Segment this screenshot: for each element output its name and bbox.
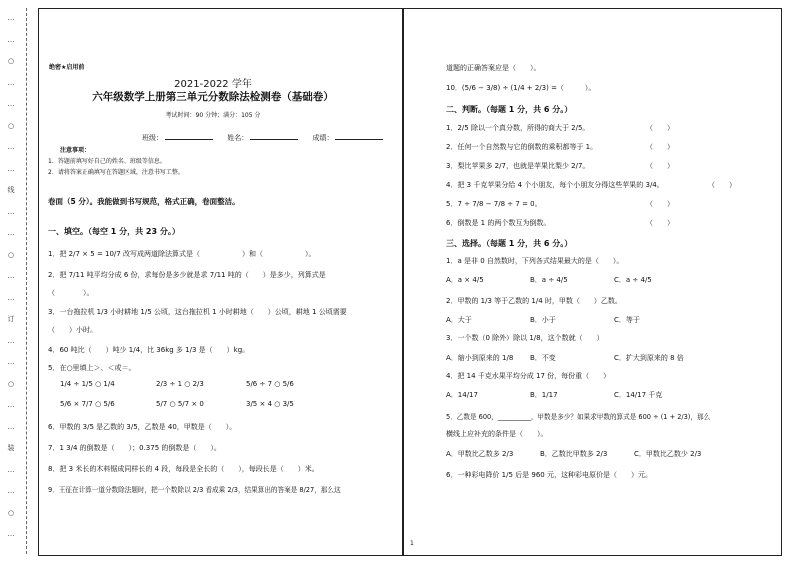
s1-q2a: 2．把 7/11 吨平均分成 6 份，求每份是多少就是求 7/11 吨的（ ）是多少，列算式是 xyxy=(48,271,326,279)
s1-q4: 4．60 吨比（ ）吨少 1/4，比 36kg 多 1/3 是（ ）kg。 xyxy=(48,346,250,354)
exam-info: 考试时间：90 分钟；满分：105 分 xyxy=(165,112,261,119)
section1-title: 一、填空。（每空 1 分，共 23 分。） xyxy=(48,227,180,236)
s1-q1: 1．把 2/7 × 5 = 10/7 改写成两道除法算式是（ ）和（ ）。 xyxy=(48,250,316,258)
s3-q5b: 横线上应补充的条件是（ ）。 xyxy=(446,430,548,438)
neatness-note: 卷面（5 分）。我能做到书写规范，格式正确，卷面整洁。 xyxy=(48,197,240,206)
judge-item: 3．梨比苹果多 2/7，也就是苹果比梨少 2/7。 xyxy=(446,162,590,170)
binding-mark: … xyxy=(7,530,15,538)
judge-item: 5．7 ÷ 7/8 − 7/8 ÷ 7 = 0。 xyxy=(446,200,542,208)
page-number: 1 xyxy=(410,540,414,547)
judge-answer-box[interactable]: （ ） xyxy=(708,181,736,189)
school-year: 2021-2022 学年 xyxy=(174,79,252,90)
judge-answer-box[interactable]: （ ） xyxy=(646,124,674,132)
s3-q4-c[interactable]: C．14/17 千克 xyxy=(614,391,663,399)
class-label: 班级： xyxy=(142,134,163,142)
judge-answer-box[interactable]: （ ） xyxy=(646,162,674,170)
binding-mark: ○ xyxy=(7,250,15,259)
compare-item-5: 5/7 ○ 5/7 × 0 xyxy=(156,400,204,408)
s3-q2: 2．甲数的 1/3 等于乙数的 1/4 时，甲数（ ）乙数。 xyxy=(446,297,622,305)
s3-q1-b[interactable]: B．a ÷ 4/5 xyxy=(530,276,568,284)
s3-q6: 6．一种彩电降价 1/5 后是 960 元，这种彩电原价是（ ）元。 xyxy=(446,471,652,479)
s1-q3a: 3．一台拖拉机 1/3 小时耕地 1/5 公顷，这台拖拉机 1 小时耕地（ ）公顷，耕地 1 公顷需要 xyxy=(48,308,347,316)
compare-item-6: 3/5 × 4 ○ 3/5 xyxy=(246,400,294,408)
judge-answer-box[interactable]: （ ） xyxy=(646,219,674,227)
binding-mark: 线 xyxy=(7,186,15,194)
note-1: 1．答题前填写好自己的姓名、班级等信息。 xyxy=(48,158,166,165)
s1-q7: 7．1 3/4 的倒数是（ ）；0.375 的倒数是（ ）。 xyxy=(48,444,221,452)
s3-q3: 3．一个数（0 除外）除以 1/8，这个数就（ ） xyxy=(446,334,604,342)
compare-item-3: 5/6 ÷ 7 ○ 5/6 xyxy=(246,380,294,388)
binding-mark: … xyxy=(7,78,15,87)
binding-mark: … xyxy=(7,422,15,431)
binding-mark: 装 xyxy=(7,444,15,452)
judge-item: 4．把 3 千克苹果分给 4 个小朋友，每个小朋友分得这些苹果的 3/4。 xyxy=(446,181,664,189)
s3-q2-c[interactable]: C．等于 xyxy=(614,316,640,324)
s3-q2-a[interactable]: A．大于 xyxy=(446,316,472,324)
q9-continuation: 道题的正确答案应是（ ）。 xyxy=(446,64,541,72)
name-label: 姓名： xyxy=(227,134,249,142)
compare-item-2: 2/3 ÷ 1 ○ 2/3 xyxy=(156,380,204,388)
notes-heading: 注意事项： xyxy=(60,147,91,154)
binding-mark: ○ xyxy=(7,121,15,130)
binding-mark: ○ xyxy=(7,508,15,517)
judge-item: 1．2/5 除以一个真分数，所得的商大于 2/5。 xyxy=(446,124,590,132)
page-title: 六年级数学上册第三单元分数除法检测卷（基础卷） xyxy=(92,91,334,103)
s3-q5-c[interactable]: C．甲数比乙数少 2/3 xyxy=(634,450,702,458)
binding-mark: ○ xyxy=(7,57,15,65)
note-2: 2．请将答案正确填写在答题区域，注意书写工整。 xyxy=(48,169,184,176)
s1-q6: 6．甲数的 3/5 是乙数的 3/5，乙数是 40，甲数是（ ）。 xyxy=(48,423,237,431)
s3-q5a: 5．乙数是 600，__________，甲数是多少？如果求甲数的算式是 600 ÷ (1 + 2/3)，那么 xyxy=(446,413,711,421)
binding-mark: … xyxy=(7,293,15,302)
binding-mark: … xyxy=(7,487,15,495)
s1-q10: 10．(5/6 − 3/8) ÷ (1/4 + 2/3) =（ ）。 xyxy=(446,84,596,92)
judge-answer-box[interactable]: （ ） xyxy=(646,143,674,151)
s3-q3-b[interactable]: B．不变 xyxy=(530,354,556,362)
s3-q1: 1．a 是非 0 自然数时，下列各式结果最大的是（ ）。 xyxy=(446,257,624,265)
name-field[interactable] xyxy=(250,132,298,140)
s1-q5: 5．在○里填上＞、＜或＝。 xyxy=(48,364,136,372)
s3-q4: 4．把 14 千克水果平均分成 17 份，每份重（ ） xyxy=(446,372,611,380)
s3-q3-a[interactable]: A．缩小到原来的 1/8 xyxy=(446,354,514,362)
binding-mark: … xyxy=(7,229,15,237)
secret-mark: 绝密★启用前 xyxy=(49,64,85,71)
s3-q5-b[interactable]: B．乙数比甲数多 2/3 xyxy=(540,450,608,458)
binding-mark: … xyxy=(7,14,15,22)
s3-q1-a[interactable]: A．a × 4/5 xyxy=(446,276,484,284)
binding-mark: ○ xyxy=(7,379,15,388)
s3-q3-c[interactable]: C．扩大到原来的 8 倍 xyxy=(614,354,684,362)
binding-mark: … xyxy=(7,272,15,280)
score-field[interactable] xyxy=(335,132,383,140)
s3-q4-a[interactable]: A．14/17 xyxy=(446,391,478,399)
judge-answer-box[interactable]: （ ） xyxy=(646,200,674,208)
s3-q5-a[interactable]: A．甲数比乙数多 2/3 xyxy=(446,450,514,458)
compare-item-4: 5/6 × 7/7 ○ 5/6 xyxy=(60,400,115,408)
section3-title: 三、选择。（每题 1 分，共 6 分。） xyxy=(446,239,573,248)
student-fields xyxy=(142,132,395,143)
binding-mark: … xyxy=(7,336,15,345)
section2-title: 二、判断。（每题 1 分，共 6 分。） xyxy=(446,105,573,114)
s3-q2-b[interactable]: B．小于 xyxy=(530,316,556,324)
binding-mark: … xyxy=(7,401,15,409)
binding-line xyxy=(26,8,28,554)
binding-mark: … xyxy=(7,358,15,366)
s1-q3b: （ ）小时。 xyxy=(48,326,97,334)
score-label: 成绩： xyxy=(312,134,334,142)
s1-q2b: （ ）。 xyxy=(48,289,94,297)
binding-mark: 订 xyxy=(7,315,15,323)
binding-mark: … xyxy=(7,465,15,474)
judge-item: 2．任何一个自然数与它的倒数的乘积都等于 1。 xyxy=(446,143,598,151)
s3-q1-c[interactable]: C．a ÷ 4/5 xyxy=(614,276,652,284)
s1-q9: 9．王征在计算一道分数除法题时，把一个数除以 2/3 看成乘 2/3，结果算出的答案是 8/27，那么这 xyxy=(48,486,341,494)
s3-q4-b[interactable]: B．1/17 xyxy=(530,391,558,399)
class-field[interactable] xyxy=(165,132,213,140)
compare-item-1: 1/4 ÷ 1/5 ○ 1/4 xyxy=(60,380,115,388)
binding-mark: … xyxy=(7,164,15,173)
binding-mark: … xyxy=(7,35,15,44)
judge-item: 6．倒数是 1 的两个数互为倒数。 xyxy=(446,219,551,227)
binding-mark: … xyxy=(7,207,15,216)
s1-q8: 8．把 3 米长的木料锯成同样长的 4 段，每段是全长的（ ），每段长是（ ）米。 xyxy=(48,465,319,473)
binding-mark: … xyxy=(7,143,15,151)
binding-mark: … xyxy=(7,100,15,108)
